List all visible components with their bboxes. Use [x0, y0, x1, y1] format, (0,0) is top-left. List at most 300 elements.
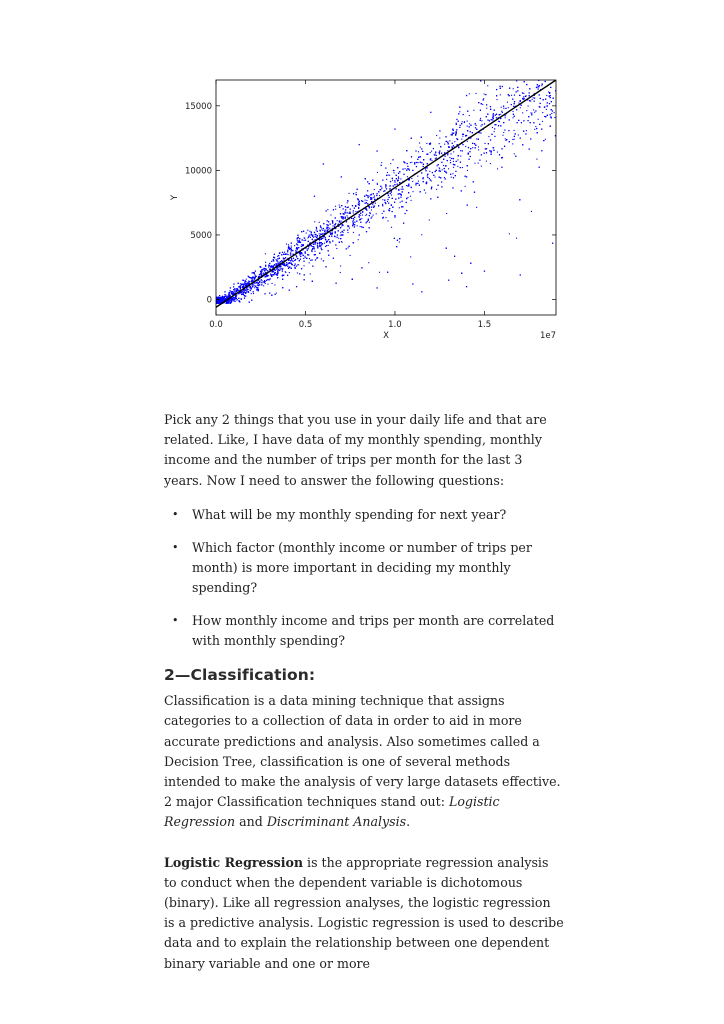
data-point — [476, 129, 477, 130]
data-point — [370, 194, 371, 195]
data-point — [503, 122, 504, 123]
data-point — [482, 104, 483, 105]
data-point — [328, 250, 329, 251]
data-point — [375, 203, 376, 204]
data-point — [496, 99, 497, 100]
data-point — [273, 274, 274, 275]
data-point — [298, 264, 299, 265]
data-point — [489, 150, 490, 151]
data-point — [549, 78, 550, 79]
data-point — [481, 154, 482, 155]
data-point — [326, 245, 327, 246]
data-point — [394, 181, 395, 182]
data-point — [456, 123, 457, 124]
data-point — [281, 260, 282, 261]
data-point — [352, 205, 353, 206]
data-point — [394, 215, 395, 216]
data-point — [233, 300, 234, 301]
data-point — [505, 117, 506, 118]
data-point — [385, 187, 386, 188]
data-point — [473, 181, 474, 182]
data-point — [325, 232, 326, 233]
data-point — [514, 153, 515, 154]
data-point — [276, 293, 277, 294]
data-point — [297, 264, 298, 265]
data-point — [519, 199, 520, 200]
data-point — [513, 117, 514, 118]
data-point — [311, 245, 312, 246]
data-point — [454, 141, 455, 142]
data-point — [326, 210, 327, 211]
data-point — [328, 225, 329, 226]
data-point — [269, 265, 270, 266]
data-point — [287, 275, 288, 276]
data-point — [472, 147, 473, 148]
data-point — [513, 114, 514, 115]
data-point — [296, 247, 297, 248]
data-point — [336, 248, 337, 249]
data-point — [245, 296, 246, 297]
data-point — [361, 200, 362, 201]
data-point — [247, 289, 248, 290]
data-point — [295, 250, 296, 251]
data-point — [398, 173, 399, 174]
data-point — [383, 211, 384, 212]
data-point — [235, 291, 236, 292]
data-point — [500, 118, 501, 119]
data-point — [355, 211, 356, 212]
data-point — [390, 188, 391, 189]
data-point — [547, 115, 548, 116]
data-point — [328, 239, 329, 240]
data-point — [540, 71, 541, 72]
data-point — [427, 175, 428, 176]
points-group — [215, 70, 556, 307]
data-point — [422, 151, 423, 152]
data-point — [333, 258, 334, 259]
data-point — [317, 235, 318, 236]
data-point — [407, 163, 408, 164]
data-point — [554, 73, 555, 74]
data-point — [353, 223, 354, 224]
data-point — [537, 78, 538, 79]
data-point — [489, 120, 490, 121]
data-point — [305, 240, 306, 241]
data-point — [444, 168, 445, 169]
data-point — [504, 146, 505, 147]
data-point — [450, 160, 451, 161]
data-point — [228, 303, 229, 304]
data-point — [300, 256, 301, 257]
data-point — [481, 120, 482, 121]
data-point — [439, 168, 440, 169]
data-point — [291, 260, 292, 261]
data-point — [555, 76, 556, 77]
data-point — [421, 291, 422, 292]
data-point — [304, 237, 305, 238]
data-point — [348, 193, 349, 194]
data-point — [288, 263, 289, 264]
data-point — [387, 172, 388, 173]
data-point — [469, 115, 470, 116]
data-point — [326, 228, 327, 229]
data-point — [442, 169, 443, 170]
data-point — [434, 177, 435, 178]
data-point — [412, 170, 413, 171]
data-point — [541, 150, 542, 151]
data-point — [517, 87, 518, 88]
data-point — [447, 154, 448, 155]
data-point — [277, 271, 278, 272]
data-point — [491, 119, 492, 120]
data-point — [229, 294, 230, 295]
data-point — [322, 243, 323, 244]
data-point — [473, 110, 474, 111]
data-point — [532, 99, 533, 100]
data-point — [291, 264, 292, 265]
data-point — [276, 260, 277, 261]
scatter-figure — [160, 70, 570, 380]
data-point — [309, 234, 310, 235]
data-point — [271, 267, 272, 268]
data-point — [244, 286, 245, 287]
data-point — [299, 242, 300, 243]
data-point — [453, 130, 454, 131]
data-point — [247, 282, 248, 283]
data-point — [372, 204, 373, 205]
data-point — [535, 71, 536, 72]
data-point — [315, 243, 316, 244]
data-point — [467, 111, 468, 112]
data-point — [551, 117, 552, 118]
data-point — [403, 223, 404, 224]
data-point — [437, 197, 438, 198]
data-point — [316, 227, 317, 228]
data-point — [264, 268, 265, 269]
data-point — [390, 193, 391, 194]
data-point — [546, 95, 547, 96]
data-point — [233, 286, 234, 287]
data-point — [313, 237, 314, 238]
data-point — [534, 129, 535, 130]
data-point — [241, 292, 242, 293]
data-point — [503, 132, 504, 133]
data-point — [297, 249, 298, 250]
data-point — [348, 232, 349, 233]
data-point — [462, 134, 463, 135]
data-point — [369, 227, 370, 228]
data-point — [455, 175, 456, 176]
data-point — [224, 297, 225, 298]
data-point — [388, 174, 389, 175]
data-point — [227, 298, 228, 299]
data-point — [507, 102, 508, 103]
data-point — [482, 124, 483, 125]
data-point — [451, 153, 452, 154]
data-point — [542, 112, 543, 113]
data-point — [330, 214, 331, 215]
data-point — [383, 191, 384, 192]
data-point — [237, 299, 238, 300]
data-point — [520, 107, 521, 108]
data-point — [531, 114, 532, 115]
scatter-plot — [160, 70, 570, 380]
data-point — [253, 272, 254, 273]
data-point — [366, 195, 367, 196]
data-point — [533, 97, 534, 98]
data-point — [254, 274, 255, 275]
data-point — [385, 217, 386, 218]
data-point — [298, 247, 299, 248]
data-point — [550, 87, 551, 88]
data-point — [404, 162, 405, 163]
data-point — [529, 100, 530, 101]
data-point — [353, 218, 354, 219]
data-point — [433, 148, 434, 149]
data-point — [255, 286, 256, 287]
data-point — [387, 272, 388, 273]
data-point — [416, 162, 417, 163]
data-point — [257, 289, 258, 290]
data-point — [452, 173, 453, 174]
data-point — [406, 170, 407, 171]
data-point — [392, 211, 393, 212]
data-point — [326, 224, 327, 225]
data-point — [536, 159, 537, 160]
data-point — [418, 162, 419, 163]
data-point — [444, 144, 445, 145]
data-point — [271, 266, 272, 267]
data-point — [554, 117, 555, 118]
data-point — [232, 293, 233, 294]
data-point — [319, 222, 320, 223]
data-point — [299, 254, 300, 255]
data-point — [415, 150, 416, 151]
data-point — [369, 183, 370, 184]
data-point — [541, 72, 542, 73]
data-point — [254, 283, 255, 284]
data-point — [525, 96, 526, 97]
data-point — [427, 167, 428, 168]
data-point — [361, 218, 362, 219]
data-point — [259, 274, 260, 275]
data-point — [486, 152, 487, 153]
data-point — [509, 95, 510, 96]
data-point — [524, 77, 525, 78]
data-point — [399, 238, 400, 239]
data-point — [347, 200, 348, 201]
data-point — [321, 258, 322, 259]
data-point — [429, 219, 430, 220]
data-point — [373, 205, 374, 206]
data-point — [445, 136, 446, 137]
data-point — [423, 166, 424, 167]
data-point — [269, 292, 270, 293]
data-point — [346, 221, 347, 222]
data-point — [394, 184, 395, 185]
data-point — [263, 269, 264, 270]
data-point — [512, 99, 513, 100]
data-point — [238, 290, 239, 291]
data-point — [467, 170, 468, 171]
data-point — [219, 295, 220, 296]
data-point — [353, 193, 354, 194]
data-point — [398, 194, 399, 195]
data-point — [290, 253, 291, 254]
data-point — [264, 270, 265, 271]
data-point — [509, 88, 510, 89]
data-point — [341, 234, 342, 235]
data-point — [492, 114, 493, 115]
data-point — [430, 198, 431, 199]
data-point — [462, 167, 463, 168]
data-point — [304, 279, 305, 280]
data-point — [534, 97, 535, 98]
data-point — [455, 131, 456, 132]
data-point — [468, 153, 469, 154]
data-point — [365, 215, 366, 216]
data-point — [382, 213, 383, 214]
data-point — [488, 143, 489, 144]
data-point — [391, 205, 392, 206]
data-point — [505, 138, 506, 139]
data-point — [478, 139, 479, 140]
data-point — [488, 73, 489, 74]
data-point — [454, 164, 455, 165]
data-point — [260, 271, 261, 272]
data-point — [358, 239, 359, 240]
data-point — [377, 172, 378, 173]
data-point — [528, 116, 529, 117]
data-point — [518, 76, 519, 77]
data-point — [555, 76, 556, 77]
data-point — [411, 162, 412, 163]
data-point — [352, 221, 353, 222]
data-point — [536, 87, 537, 88]
data-point — [323, 163, 324, 164]
data-point — [261, 272, 262, 273]
data-point — [248, 291, 249, 292]
data-point — [407, 166, 408, 167]
data-point — [359, 144, 360, 145]
data-point — [267, 284, 268, 285]
data-point — [330, 242, 331, 243]
data-point — [355, 206, 356, 207]
data-point — [328, 245, 329, 246]
data-point — [361, 267, 362, 268]
data-point — [411, 178, 412, 179]
data-point — [291, 250, 292, 251]
data-point — [417, 159, 418, 160]
data-point — [445, 178, 446, 179]
data-point — [408, 184, 409, 185]
data-point — [308, 237, 309, 238]
data-point — [341, 216, 342, 217]
data-point — [397, 180, 398, 181]
data-point — [356, 194, 357, 195]
data-point — [313, 246, 314, 247]
data-point — [401, 201, 402, 202]
data-point — [460, 125, 461, 126]
data-point — [337, 220, 338, 221]
data-point — [493, 118, 494, 119]
data-point — [439, 137, 440, 138]
data-point — [310, 273, 311, 274]
data-point — [251, 300, 252, 301]
data-point — [485, 143, 486, 144]
data-point — [421, 137, 422, 138]
data-point — [504, 129, 505, 130]
data-point — [312, 239, 313, 240]
data-point — [264, 293, 265, 294]
data-point — [480, 132, 481, 133]
data-point — [382, 205, 383, 206]
data-point — [343, 213, 344, 214]
data-point — [345, 206, 346, 207]
data-point — [291, 258, 292, 259]
data-point — [296, 286, 297, 287]
data-point — [312, 236, 313, 237]
data-point — [320, 226, 321, 227]
data-point — [303, 231, 304, 232]
data-point — [290, 254, 291, 255]
data-point — [296, 255, 297, 256]
data-point — [392, 180, 393, 181]
data-point — [526, 73, 527, 74]
data-point — [357, 189, 358, 190]
data-point — [346, 248, 347, 249]
data-point — [282, 252, 283, 253]
data-point — [340, 272, 341, 273]
data-point — [361, 226, 362, 227]
data-point — [333, 209, 334, 210]
data-point — [359, 217, 360, 218]
data-point — [263, 285, 264, 286]
data-point — [284, 263, 285, 264]
data-point — [508, 107, 509, 108]
data-point — [300, 242, 301, 243]
data-point — [255, 277, 256, 278]
data-point — [293, 258, 294, 259]
data-point — [230, 287, 231, 288]
data-point — [396, 175, 397, 176]
data-point — [476, 138, 477, 139]
data-point — [324, 229, 325, 230]
data-point — [410, 256, 411, 257]
data-point — [456, 129, 457, 130]
data-point — [551, 109, 552, 110]
data-point — [235, 298, 236, 299]
data-point — [474, 143, 475, 144]
data-point — [552, 110, 553, 111]
data-point — [452, 133, 453, 134]
data-point — [307, 250, 308, 251]
data-point — [503, 108, 504, 109]
data-point — [371, 207, 372, 208]
data-point — [448, 280, 449, 281]
data-point — [282, 279, 283, 280]
data-point — [514, 130, 515, 131]
data-point — [392, 207, 393, 208]
data-point — [246, 284, 247, 285]
data-point — [232, 291, 233, 292]
data-point — [530, 122, 531, 123]
data-point — [338, 238, 339, 239]
data-point — [435, 153, 436, 154]
data-point — [332, 222, 333, 223]
data-point — [534, 101, 535, 102]
data-point — [385, 202, 386, 203]
